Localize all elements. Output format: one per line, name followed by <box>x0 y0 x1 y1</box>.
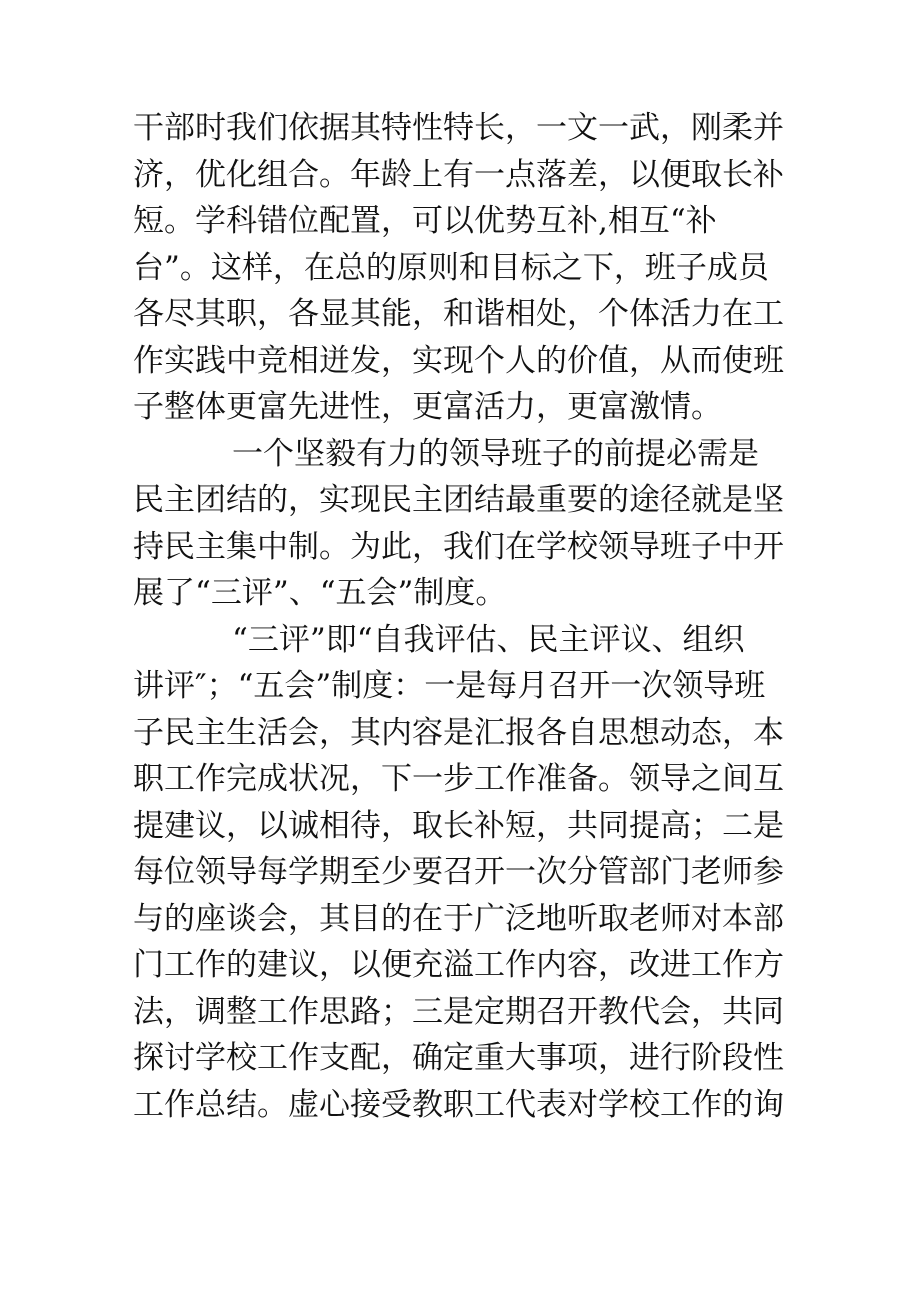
text-line: 子整体更富先进性，更富活力，更富激情。 <box>133 389 722 425</box>
text-line: 职工作完成状况，下一步工作准备。领导之间互 <box>133 761 784 797</box>
text-line: 门工作的建议，以便充溢工作内容，改进工作方 <box>133 947 784 983</box>
text-line: 每位领导每学期至少要召开一次分管部门老师参 <box>133 854 784 890</box>
text-line: 短。学科错位配置，可以优势互补,相互“补 <box>133 203 717 239</box>
text-line: “三评”即“自我评估、民主评议、组织 <box>232 621 745 658</box>
text-line: 探讨学校工作支配，确定重大事项，进行阶段性 <box>133 1040 784 1076</box>
text-line: 台”。这样，在总的原则和目标之下，班子成员 <box>133 249 769 286</box>
text-line: 济，优化组合。年龄上有一点落差，以便取长补 <box>133 156 784 193</box>
text-line: 工作总结。虚心接受教职工代表对学校工作的询 <box>133 1086 784 1123</box>
text-line: 一个坚毅有力的领导班子的前提必需是 <box>232 435 759 472</box>
paragraph-2 <box>133 431 793 617</box>
text-line: 各尽其职，各显其能，和谐相处，个体活力在工 <box>133 296 784 332</box>
text-line: 干部时我们依据其特性特长，一文一武，刚柔并 <box>133 110 784 146</box>
text-line: 民主团结的，实现民主团结最重要的途径就是坚 <box>133 482 784 518</box>
text-line: 子民主生活会，其内容是汇报各自思想动态，本 <box>133 714 784 751</box>
text-line: 持民主集中制。为此，我们在学校领导班子中开 <box>133 528 784 565</box>
document-body <box>133 105 793 1128</box>
text-line: 作实践中竞相迸发，实现个人的价值，从而使班 <box>133 342 784 379</box>
text-line: 提建议，以诚相待，取长补短，共同提高；二是 <box>133 807 784 844</box>
paragraph-1 <box>133 105 793 431</box>
paragraph-3 <box>133 617 793 1129</box>
text-line: 法，调整工作思路；三是定期召开教代会，共同 <box>133 993 784 1030</box>
text-line: 讲评″；“五会”制度：一是每月召开一次领导班 <box>133 668 766 704</box>
text-line: 与的座谈会，其目的在于广泛地听取老师对本部 <box>133 900 784 937</box>
text-line: 展了“三评”、“五会”制度。 <box>133 575 507 611</box>
